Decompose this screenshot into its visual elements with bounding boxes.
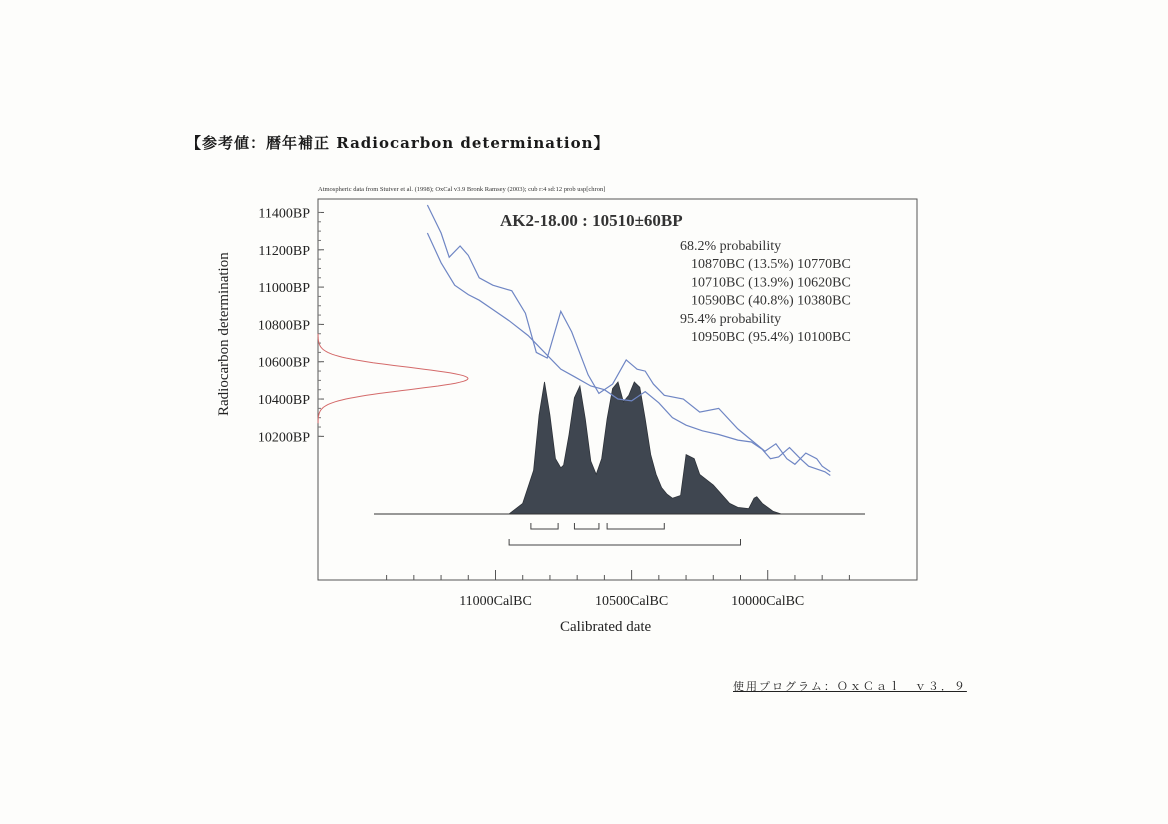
probability-legend [680, 239, 851, 345]
legend-line: 10710BC (13.9%) 10620BC [691, 275, 851, 291]
chart-series [318, 205, 865, 545]
chart-header-note: Atmospheric data from Stuiver et al. (1998); OxCal v3.9 Bronk Ramsey (2003); cub r:4 sd:12 prob usp[chron] [318, 186, 606, 193]
heading-close-bracket: 】 [593, 134, 610, 152]
heading-open-bracket: 【 [186, 134, 203, 152]
x-tick-label: 10000CalBC [731, 594, 805, 609]
y-tick-label: 10800BP [257, 318, 310, 334]
y-tick-label: 11400BP [258, 206, 310, 222]
heading-title-en: Radiocarbon determination [336, 134, 594, 152]
y-tick-label: 10600BP [257, 355, 310, 371]
legend-line: 68.2% probability [680, 239, 782, 254]
x-tick-label: 10500CalBC [595, 594, 669, 609]
x-tick-label: 11000CalBC [459, 594, 532, 609]
range-68-bracket [607, 523, 664, 529]
y-tick-label: 11000BP [258, 281, 310, 297]
range-68-bracket [574, 523, 599, 529]
calibrated-distribution [482, 382, 814, 514]
program-footer: 使用プログラム：ＯｘＣａｌ ｖ３．９ [733, 680, 967, 693]
range-95-bracket [509, 539, 740, 545]
y-tick-label: 10400BP [257, 393, 310, 409]
y-tick-label: 11200BP [258, 243, 310, 259]
x-axis-label: Calibrated date [560, 619, 652, 635]
range-68-bracket [531, 523, 558, 529]
heading-title-jp: 参考値：暦年補正 [202, 134, 331, 152]
legend-line: 95.4% probability [680, 311, 782, 327]
y-tick-label: 10200BP [257, 430, 310, 446]
legend-line: 10870BC (13.5%) 10770BC [691, 257, 851, 273]
y-axis-label: Radiocarbon determination [216, 252, 232, 416]
legend-line: 10590BC (40.8%) 10380BC [691, 293, 851, 309]
chart-title: AK2-18.00 : 10510±60BP [500, 211, 683, 230]
legend-line: 10950BC (95.4%) 10100BC [691, 330, 851, 345]
measurement-curve [318, 334, 468, 424]
